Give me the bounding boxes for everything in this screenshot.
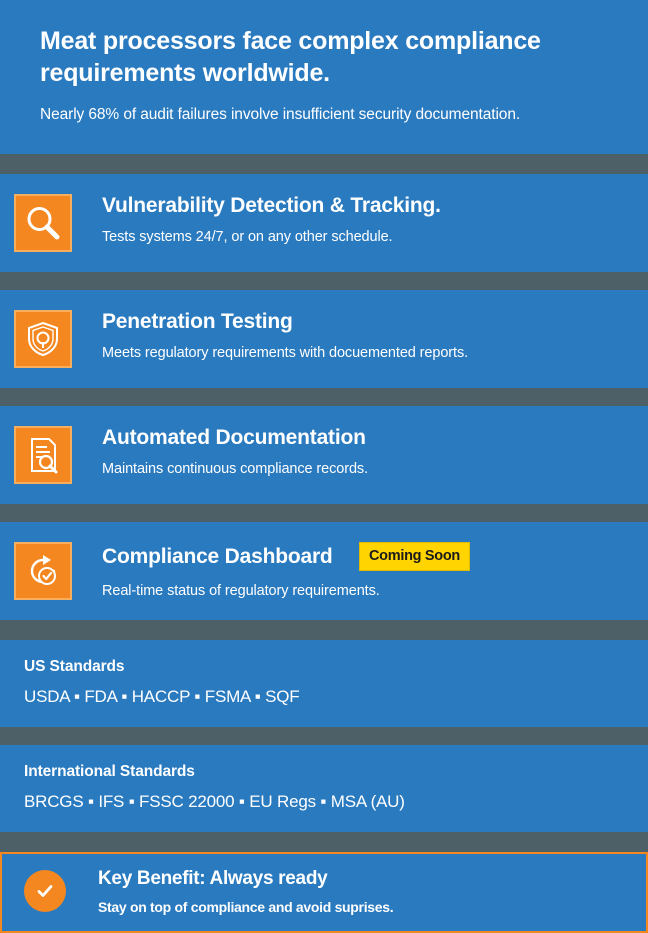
feature-row-vulnerability-detection (0, 174, 648, 272)
standards-list: USDA ▪ FDA ▪ HACCP ▪ FSMA ▪ SQF (24, 686, 300, 706)
standards-title: International Standards (24, 762, 195, 780)
divider (0, 727, 648, 745)
key-benefit-title: Key Benefit: Always ready (98, 867, 328, 889)
feature-title: Vulnerability Detection & Tracking. (102, 193, 441, 217)
feature-body (102, 192, 441, 245)
feature-description: Maintains continuous compliance records. (102, 461, 368, 478)
status-badge: Coming Soon (359, 542, 470, 571)
page-title: Meat processors face complex compliance requirements worldwide. (40, 27, 541, 87)
standards-title: US Standards (24, 657, 125, 675)
standards-block-international (0, 745, 648, 832)
divider (0, 154, 648, 174)
feature-row-penetration-testing (0, 290, 648, 388)
check-circle-icon (24, 870, 66, 912)
document-search-icon (14, 426, 72, 484)
feature-body (102, 540, 470, 599)
feature-title: Penetration Testing (102, 309, 293, 333)
feature-body (102, 424, 368, 477)
hero-section (0, 0, 648, 154)
shield-lock-icon (14, 310, 72, 368)
divider (0, 272, 648, 290)
divider (0, 504, 648, 522)
refresh-check-icon (14, 542, 72, 600)
key-benefit-banner (0, 852, 648, 933)
feature-description: Meets regulatory requirements with docuemented reports. (102, 345, 469, 362)
key-benefit-body (98, 868, 393, 915)
key-benefit-description: Stay on top of compliance and avoid suprises. (98, 898, 394, 915)
standards-list: BRCGS ▪ IFS ▪ FSSC 22000 ▪ EU Regs ▪ MSA (AU) (24, 791, 405, 811)
divider (0, 388, 648, 406)
feature-row-automated-documentation (0, 406, 648, 504)
feature-row-compliance-dashboard (0, 522, 648, 620)
feature-description: Tests systems 24/7, or on any other schedule. (102, 229, 393, 246)
hero-subtitle: Nearly 68% of audit failures involve insufficient security documentation. (40, 106, 521, 123)
feature-title: Automated Documentation (102, 425, 366, 449)
feature-body (102, 308, 468, 361)
divider (0, 832, 648, 852)
magnifier-icon (14, 194, 72, 252)
standards-block-us (0, 640, 648, 727)
divider (0, 620, 648, 640)
feature-title: Compliance Dashboard (102, 544, 333, 568)
feature-description: Real-time status of regulatory requirements. (102, 582, 380, 599)
